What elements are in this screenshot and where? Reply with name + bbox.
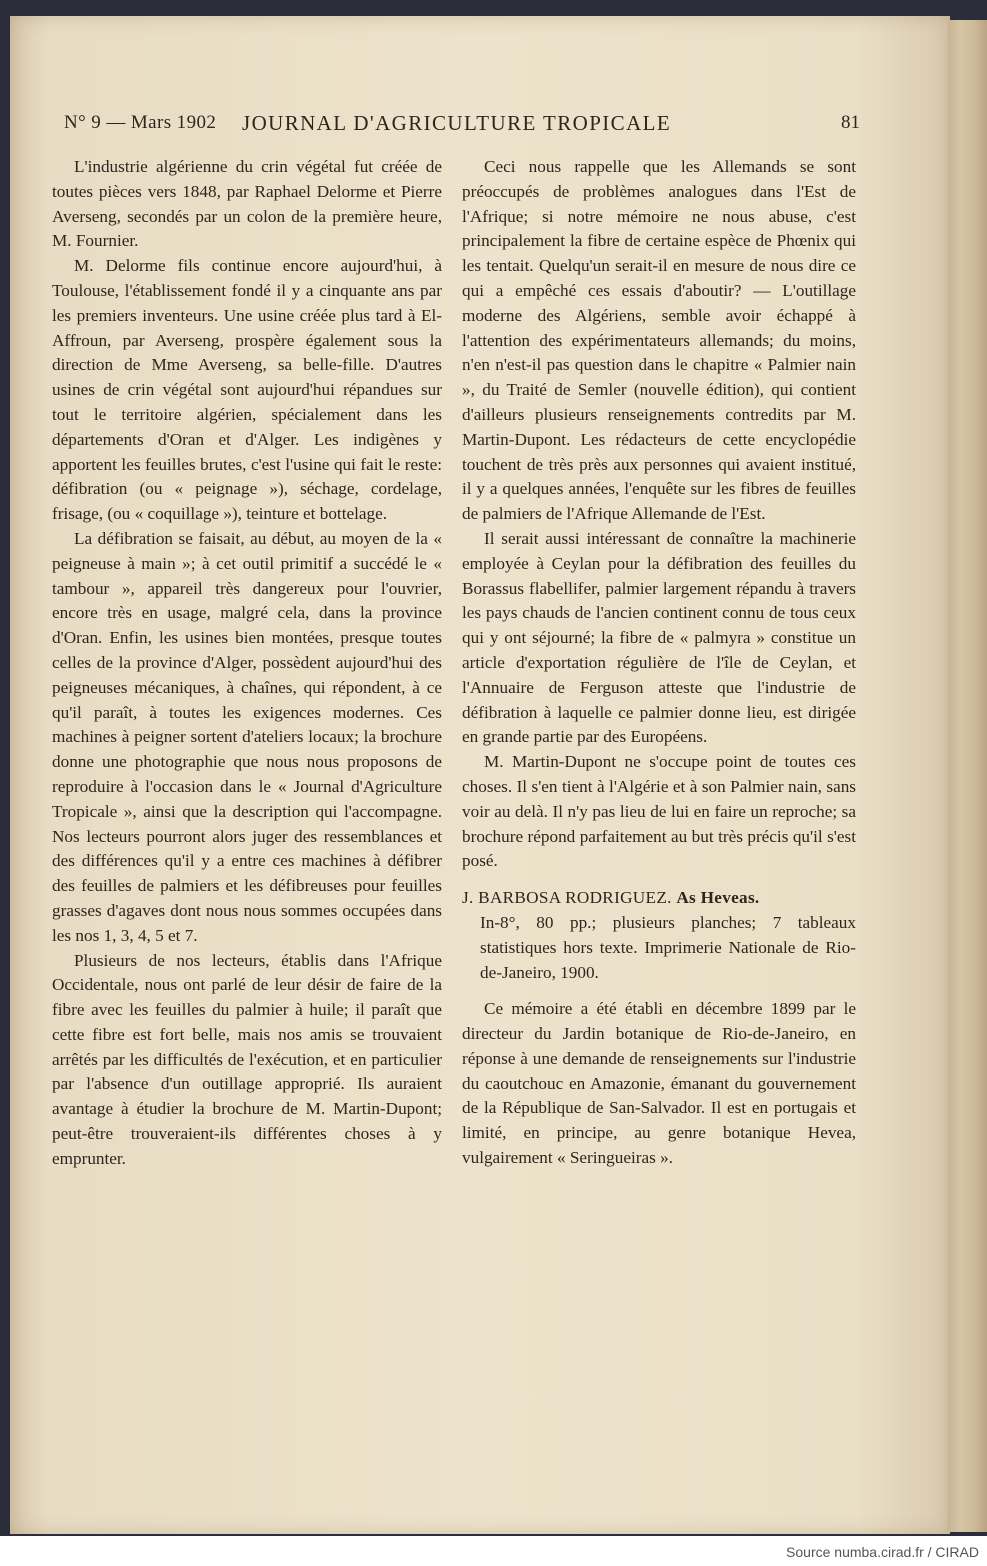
review-details: In-8°, 80 pp.; plusieurs planches; 7 tableaux statistiques hors texte. Imprimerie Nationale de Rio-de-Janeiro, 1900.	[480, 912, 856, 982]
left-column	[52, 155, 442, 1172]
review-paragraph: Ce mémoire a été établi en décembre 1899 par le directeur du Jardin botanique de Rio-de-Janeiro, en réponse à une demande de renseignements sur l'industrie du caoutchouc en Amazonie, émanant du gouvernement de la République de San-Salvador. Il est en portugais et limité, en principe, au genre botanique Hevea, vulgairement « Seringueiras ».	[462, 999, 856, 1168]
section-spacer	[462, 874, 856, 886]
paragraph: Plusieurs de nos lecteurs, établis dans l'Afrique Occidentale, nous ont parlé de leur désir de faire de la fibre avec les feuilles du palmier à huile; il paraît que cette fibre est fort belle, mais nos amis se trouvaient arrêtés par les difficultés de l'exécution, et en particulier par l'absence d'un outillage approprié. Ils auraient avantage à étudier la brochure de M. Martin-Dupont; peut-être trouveraient-ils différentes choses à y emprunter.	[52, 950, 442, 1168]
review-title: As Heveas.	[676, 888, 760, 908]
right-column	[462, 155, 856, 1171]
paragraph: Ceci nous rappelle que les Allemands se sont préoccupés de problèmes analogues dans l'Est de l'Afrique; si notre mémoire ne nous abuse, c'est principalement la fibre de certaine espèce de Phœnix qui les tentait. Quelqu'un serait-il en mesure de nous dire ce qui a empêché ces essais d'aboutir? — L'outillage moderne des Algériens, semble avoir échappé à l'attention des expérimentateurs allemands; du moins, n'en n'est-il pas question dans le chapitre « Palmier nain », du Traité de Semler (nouvelle édition), qui contient d'ailleurs plusieurs renseignements contredits par M. Martin-Dupont. Les rédacteurs de cette encyclopédie touchent de très près aux personnes qui avaient institué, il y a quelques années, l'enquête sur les fibres de feuilles de palmiers de l'Afrique Allemande de l'Est.	[462, 157, 856, 524]
issue-label: N° 9 — Mars 1902	[64, 112, 217, 133]
running-header	[64, 112, 860, 138]
review-heading	[462, 886, 856, 911]
paragraph: M. Delorme fils continue encore aujourd'hui, à Toulouse, l'établissement fondé il y a cinquante ans par les premiers inventeurs. Une usine créée plus tard à El-Affroun, par Averseng, prospère également sous la direction de Mme Averseng, sa belle-fille. D'autres usines de crin végétal sont aujourd'hui répandues sur tout le territoire algérien, spécialement dans les départements d'Oran et d'Alger. Les indigènes y apportent les feuilles brutes, c'est l'usine qui fait le reste: défibration (ou « peignage »), séchage, cordelage, frisage, (ou « coquillage »), teinture et bottelage.	[52, 256, 442, 524]
page-edge	[948, 20, 987, 1532]
paragraph: L'industrie algérienne du crin végétal fut créée de toutes pièces vers 1848, par Raphael Delorme et Pierre Averseng, secondés par un colon de la première heure, M. Fournier.	[52, 157, 442, 251]
source-credit: Source numba.cirad.fr / CIRAD	[786, 1544, 979, 1560]
paragraph: M. Martin-Dupont ne s'occupe point de toutes ces choses. Il s'en tient à l'Algérie et à son Palmier nain, sans voir au delà. Il n'y pas lieu de lui en faire un reproche; sa brochure répond parfaitement au but très précis qu'il s'est posé.	[462, 752, 856, 871]
review-author: J. BARBOSA RODRIGUEZ.	[462, 888, 672, 908]
section-spacer	[462, 985, 856, 997]
journal-title: JOURNAL D'AGRICULTURE TROPICALE	[242, 111, 672, 135]
page-number: 81	[841, 112, 860, 133]
paragraph: Il serait aussi intéressant de connaître la machinerie employée à Ceylan pour la défibration des feuilles du Borassus flabellifer, palmier largement répandu à travers les pays chauds de l'ancien continent connu de tous ceux qui y ont séjourné; la fibre de « palmyra » constitue un article d'exportation régulière de l'île de Ceylan, et l'Annuaire de Ferguson atteste que l'industrie de défibration à laquelle ce palmier donne lieu, est dirigée en grande partie par des Européens.	[462, 528, 856, 747]
paragraph: La défibration se faisait, au début, au moyen de la « peigneuse à main »; à cet outil primitif a succédé le « tambour », appareil très dangereux pour l'ouvrier, encore très en usage, malgré cela, dans la province d'Oran. Enfin, les usines bien montées, presque toutes celles de la province d'Alger, possèdent aujourd'hui des peigneuses mécaniques, à chaînes, qui répondent, à ce qu'il paraît, à toutes les exigences modernes. Ces machines à peigner sortent d'ateliers locaux; la brochure donne une photographie que nous nous proposons de reproduire à l'occasion dans le « Journal d'Agriculture Tropicale », ainsi que la description qui l'accompagne. Nos lecteurs pourront alors juger des ressemblances et des différences qu'il y a entre ces machines à défibrer des feuilles de palmiers et les défibreuses pour feuilles grasses d'agaves dont nous nous sommes occupées dans les nos 1, 3, 4, 5 et 7.	[52, 528, 442, 945]
